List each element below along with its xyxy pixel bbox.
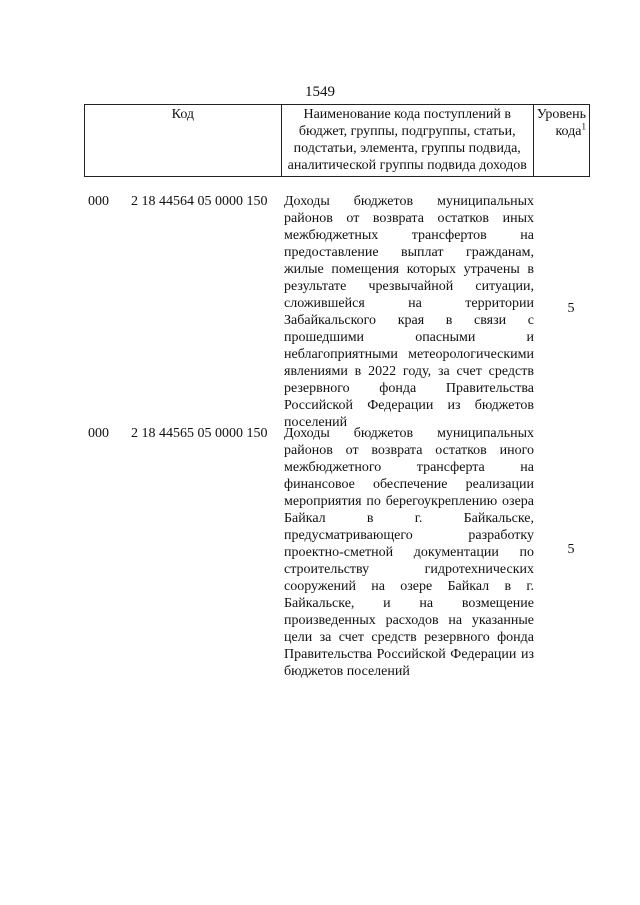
- footnote-marker: 1: [581, 121, 586, 132]
- row-level: 5: [567, 542, 575, 557]
- row-description: Доходы бюджетов муниципальных районов от возврата остатков иных межбюджетных трансфертов на предоставление выплат гражданам, жилые помещения которых утрачены в результате чрезвычайной ситуации, сложившейся на территории Забайкальского края в связи с прошедшими опасными и неблагоприятными метеорологическими явлениями в 2022 году, за счет средств резервного фонда Правительства Российской Федерации из бюджетов поселений: [284, 194, 534, 430]
- header-code: Код: [85, 105, 282, 177]
- row-level: 5: [567, 301, 575, 316]
- row-group-code: 000: [88, 426, 109, 441]
- row-group-code: 000: [88, 194, 109, 209]
- row-description: Доходы бюджетов муниципальных районов от возврата остатков иного межбюджетного трансферта на финансовое обеспечение реализации мероприятия по берегоукреплению озера Байкал в г. Байкальске, предусматривающего разработку проектно-сметной документации по строительству гидротехнических сооружений на озере Байкал в г. Байкальске, и на возмещение произведенных расходов на указанные цели за счет средств резервного фонда Правительства Российской Федерации из бюджетов поселений: [284, 426, 534, 679]
- table-header: [84, 104, 590, 177]
- header-level-label: Уровень кода: [536, 107, 586, 139]
- header-name: Наименование кода поступлений в бюджет, группы, подгруппы, статьи, подстатьи, элемента, группы подвида, аналитической группы подвида доходов: [281, 105, 533, 177]
- row-budget-code: 2 18 44564 05 0000 150: [131, 194, 268, 209]
- page-number: 1549: [305, 84, 335, 100]
- row-budget-code: 2 18 44565 05 0000 150: [131, 426, 268, 441]
- header-level: [533, 105, 589, 177]
